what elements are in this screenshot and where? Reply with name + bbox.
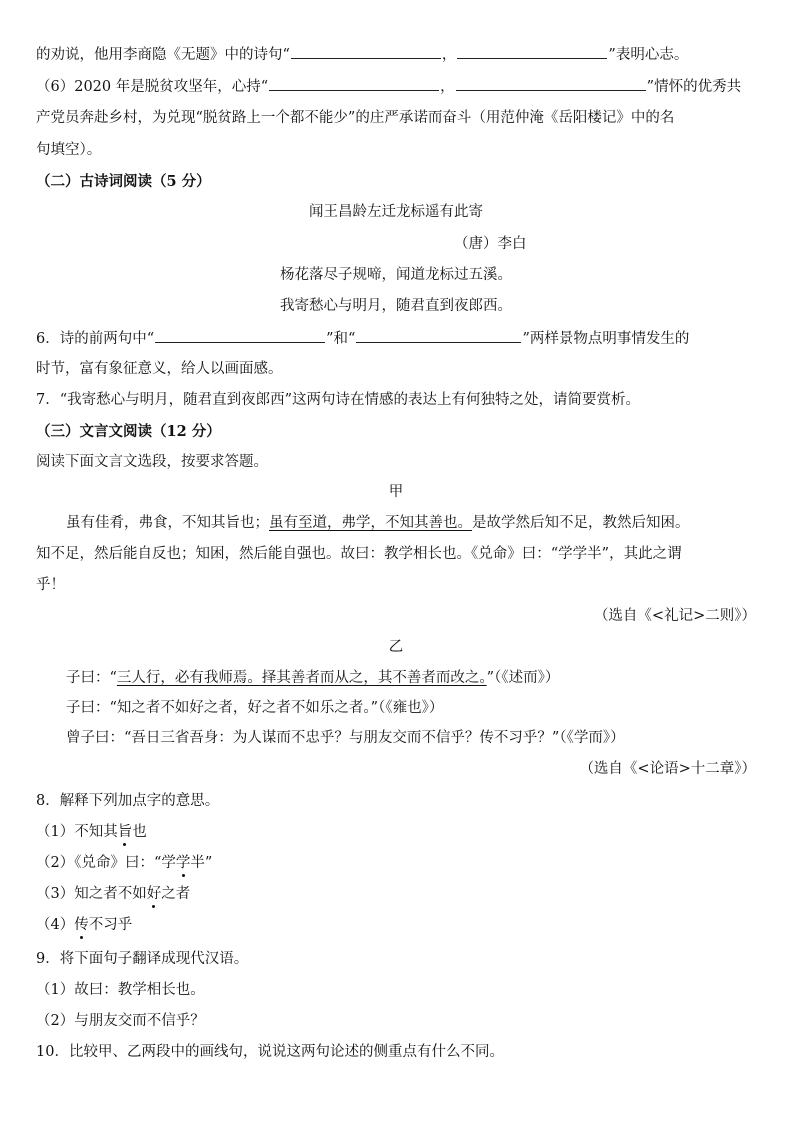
text: （3）知之者不如 (36, 886, 147, 902)
q8: 8．解释下列加点字的意思。 (36, 793, 220, 809)
passage-source: （选自《<论语>十二章》） (579, 761, 756, 777)
instruction: 阅读下面文言文选段，按要求答题。 (36, 454, 268, 470)
poem-title: 闻王昌龄左迁龙标遥有此寄 (309, 204, 483, 220)
dotted-char: 传 (74, 917, 89, 933)
answer-blank[interactable] (291, 44, 441, 59)
poem-line: 我寄愁心与明月，随君直到夜郎西。 (280, 298, 512, 314)
answer-blank[interactable] (457, 44, 607, 59)
text: 之者 (161, 886, 191, 902)
dotted-char: 旨 (117, 824, 133, 840)
passage-title: 乙 (388, 639, 404, 655)
passage-title: 甲 (388, 484, 404, 500)
q9-item: （2）与朋友交而不信乎？ (36, 1013, 205, 1029)
answer-blank[interactable] (356, 328, 521, 343)
passage-line (36, 513, 756, 533)
text: （1）不知其 (36, 824, 118, 840)
text: 虽有佳肴，弗食，不知其旨也； (66, 515, 269, 531)
passage-line: 曾子曰：“吾日三省吾身：为人谋而不忠乎？与朋友交而不信乎？传不习乎？”（《学而》） (66, 730, 625, 746)
passage-line (36, 668, 756, 688)
poem-line: 杨花落尽子规啼，闻道龙标过五溪。 (280, 267, 512, 283)
dotted-char: 学 (175, 855, 191, 871)
text: ”情怀的优秀共 (646, 79, 742, 95)
text: 的劝说，他用李商隐《无题》中的诗句“ (36, 47, 290, 63)
answer-blank[interactable] (155, 328, 325, 343)
underlined-sentence: 虽有至道，弗学，不知其善也。 (269, 515, 472, 531)
text: 6．诗的前两句中“ (36, 331, 155, 347)
text: ”两样景物点明事情发生的 (522, 331, 690, 347)
passage-source: （选自《<礼记>二则》） (593, 608, 756, 624)
q8-item (36, 822, 756, 842)
passage-line: 子曰：“知之者不如好之者，好之者不如乐之者。”（《雍也》） (66, 700, 444, 716)
answer-blank[interactable] (456, 76, 646, 91)
text: 半” (190, 855, 213, 871)
text: ， (440, 79, 455, 95)
q9-item: （1）故曰：教学相长也。 (36, 982, 205, 998)
q6 (36, 328, 756, 349)
text: ”表明心志。 (608, 47, 689, 63)
q9: 9．将下面句子翻译成现代汉语。 (36, 951, 249, 967)
poem-author: （唐）李白 (454, 236, 527, 252)
q8-item (36, 853, 756, 873)
q10: 10．比较甲、乙两段中的画线句，说说这两句论述的侧重点有什么不同。 (36, 1044, 504, 1060)
q8-item (36, 884, 756, 904)
text: 是故学然后知不足，教然后知困。 (472, 515, 690, 531)
answer-blank[interactable] (269, 76, 439, 91)
text-line: 时节，富有象征意义，给人以画面感。 (36, 361, 283, 377)
text: （4） (36, 917, 75, 933)
section-heading: （二）古诗词阅读（5 分） (36, 173, 211, 190)
text: （6）2020 年是脱贫攻坚年，心持“ (36, 79, 269, 95)
text-line: 产党员奔赴乡村，为兑现“脱贫路上一个都不能少”的庄严承诺而奋斗（用范仲淹《岳阳楼记》中的名 (36, 110, 675, 126)
underlined-sentence: 三人行，必有我师焉。择其善者而从之，其不善者而改之。 (116, 670, 487, 686)
q5-fill-line (36, 44, 756, 65)
text: ”和“ (326, 331, 356, 347)
text: 不习乎 (88, 917, 133, 933)
text: 也 (132, 824, 147, 840)
text-line: 句填空）。 (36, 142, 102, 158)
text: ”（《述而》） (486, 670, 560, 686)
q6-fill-line (36, 76, 756, 97)
text: 子曰：“ (66, 670, 117, 686)
text: （2）《兑命》曰：“学 (36, 855, 176, 871)
passage-line: 知不足，然后能自反也；知困，然后能自强也。故曰：教学相长也。《兑命》曰：“学学半”，其此之谓 (36, 546, 682, 562)
section-heading: （三）文言文阅读（12 分） (36, 423, 221, 440)
passage-line: 乎！ (36, 577, 65, 593)
q7: 7．“我寄愁心与明月，随君直到夜郎西”这两句诗在情感的表达上有何独特之处，请简要赏析。 (36, 392, 641, 408)
dotted-char: 好 (146, 886, 162, 902)
q8-item (36, 915, 756, 935)
text: ， (441, 47, 457, 63)
